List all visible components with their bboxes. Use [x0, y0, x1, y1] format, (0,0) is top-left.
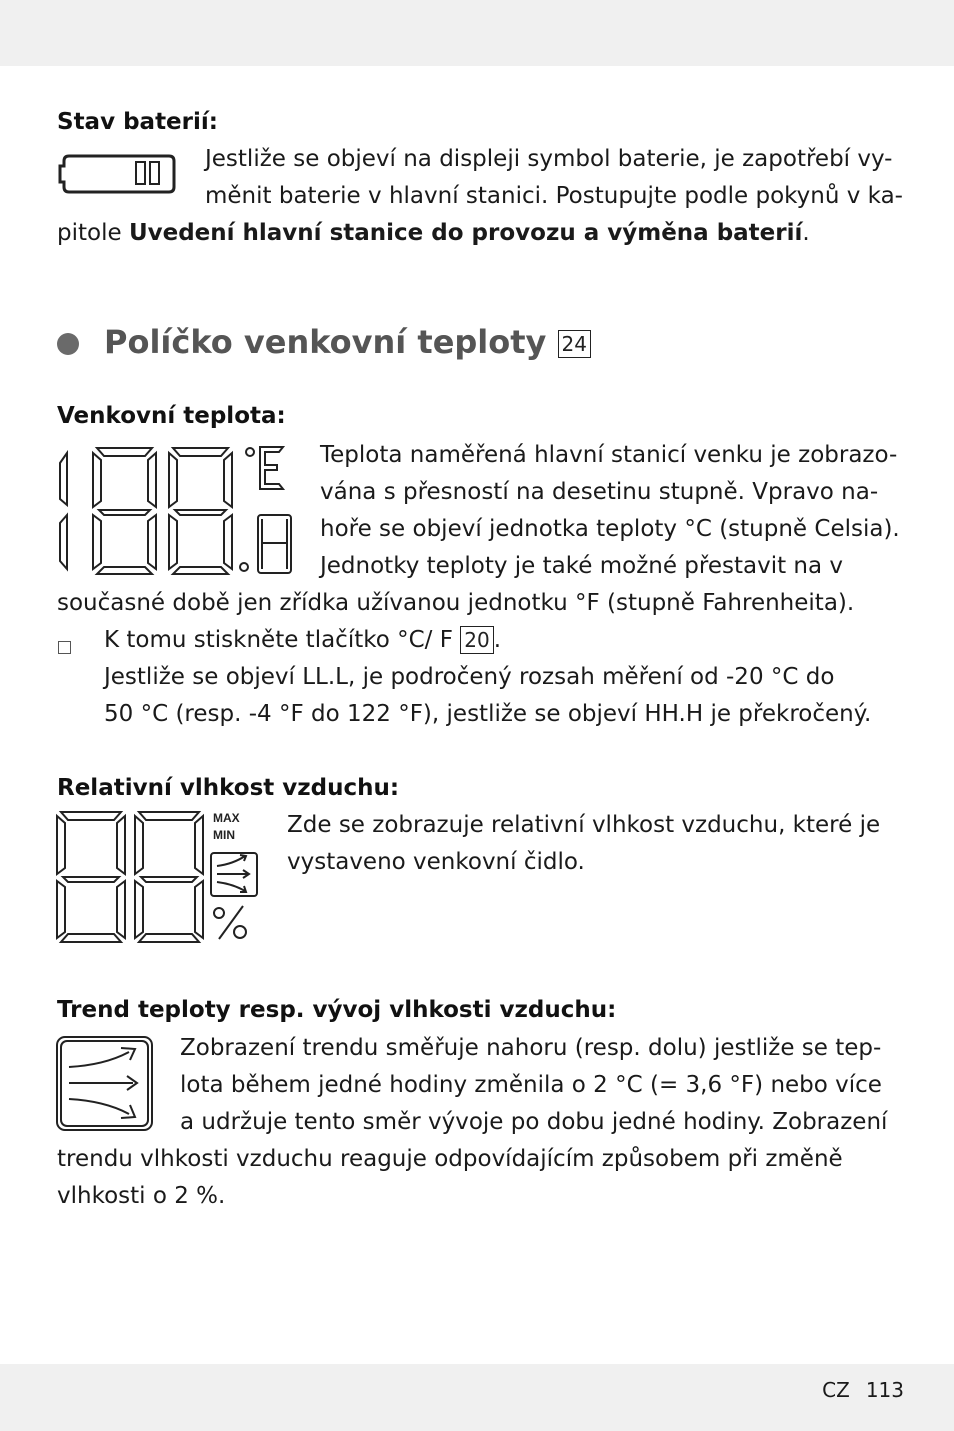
lcd-humidity-display-icon — [55, 808, 265, 946]
outdoor-step-text: K tomu stiskněte tlačítko °C/ F — [104, 627, 453, 653]
trend-line-5: vlhkosti o 2 %. — [57, 1183, 226, 1209]
humidity-line-1: Zde se zobrazuje relativní vlhkost vzduchu, které je — [287, 812, 881, 838]
outdoor-range-line-2: 50 °C (resp. -4 °F do 122 °F), jestliže se objeví HH.H je překročený. — [104, 701, 872, 727]
section-bullet-icon — [57, 333, 79, 355]
section-ref: 24 — [558, 330, 591, 358]
trend-line-4: trendu vlhkosti vzduchu reaguje odpovídajícím způsobem při změně — [57, 1146, 843, 1172]
outdoor-line-2: vána s přesností na desetinu stupně. Vpravo na- — [320, 479, 879, 505]
outdoor-range — [104, 659, 871, 733]
battery-line-3-suffix: . — [802, 220, 810, 246]
trend-text — [180, 1030, 887, 1141]
trend-line-1: Zobrazení trendu směřuje nahoru (resp. dolu) jestliže se tep- — [180, 1035, 882, 1061]
section-title — [104, 323, 591, 361]
trend-heading: Trend teploty resp. vývoj vlhkosti vzduchu: — [57, 997, 617, 1023]
step-checkbox-icon — [58, 641, 71, 654]
lcd-temperature-display-icon — [57, 443, 297, 578]
battery-line-1: Jestliže se objeví na displeji symbol baterie, je zapotřebí vy- — [205, 146, 893, 172]
humidity-heading: Relativní vlhkost vzduchu: — [57, 775, 400, 801]
battery-line-2: měnit baterie v hlavní stanici. Postupujte podle pokynů v ka- — [205, 183, 903, 209]
outdoor-line-4: Jednotky teploty je také možné přestavit na v — [320, 553, 844, 579]
outdoor-range-line-1: Jestliže se objeví LL.L, je področený rozsah měření od -20 °C do — [104, 664, 835, 690]
outdoor-step-ref: 20 — [460, 626, 493, 654]
battery-heading: Stav baterií: — [57, 109, 218, 135]
battery-icon — [57, 152, 177, 196]
outdoor-heading: Venkovní teplota: — [57, 403, 286, 429]
outdoor-line-3: hoře se objeví jednotka teploty °C (stupně Celsia). — [320, 516, 900, 542]
battery-chapter-ref: Uvedení hlavní stanice do provozu a výměna baterií — [128, 220, 803, 246]
outdoor-line-5: současné době jen zřídka užívanou jednotku °F (stupně Fahrenheita). — [57, 590, 855, 616]
outdoor-step — [104, 622, 501, 659]
humidity-line-2: vystaveno venkovní čidlo. — [287, 849, 585, 875]
trend-line-3: a udržuje tento směr vývoje po dobu jedné hodiny. Zobrazení — [180, 1109, 888, 1135]
battery-text — [205, 141, 903, 215]
footer-page-number: 113 — [865, 1378, 904, 1402]
trend-arrows-icon — [55, 1035, 155, 1133]
footer-lang: CZ — [822, 1378, 850, 1402]
page-footer — [806, 1378, 904, 1402]
battery-line-3 — [57, 215, 810, 252]
top-band — [0, 0, 954, 66]
trend-line-2: lota během jedné hodiny změnila o 2 °C (= 3,6 °F) nebo více — [180, 1072, 882, 1098]
outdoor-line-1: Teplota naměřená hlavní stanicí venku je zobrazo- — [320, 442, 898, 468]
trend-text-cont — [57, 1141, 843, 1215]
outdoor-text — [320, 437, 900, 585]
battery-line-3-prefix: pitole — [57, 220, 129, 246]
humidity-text — [287, 807, 880, 881]
humidity-max-label: MAX — [213, 811, 240, 825]
humidity-min-label: MIN — [213, 828, 235, 842]
section-title-text: Políčko venkovní teploty — [104, 323, 547, 361]
outdoor-step-suffix: . — [493, 627, 502, 653]
